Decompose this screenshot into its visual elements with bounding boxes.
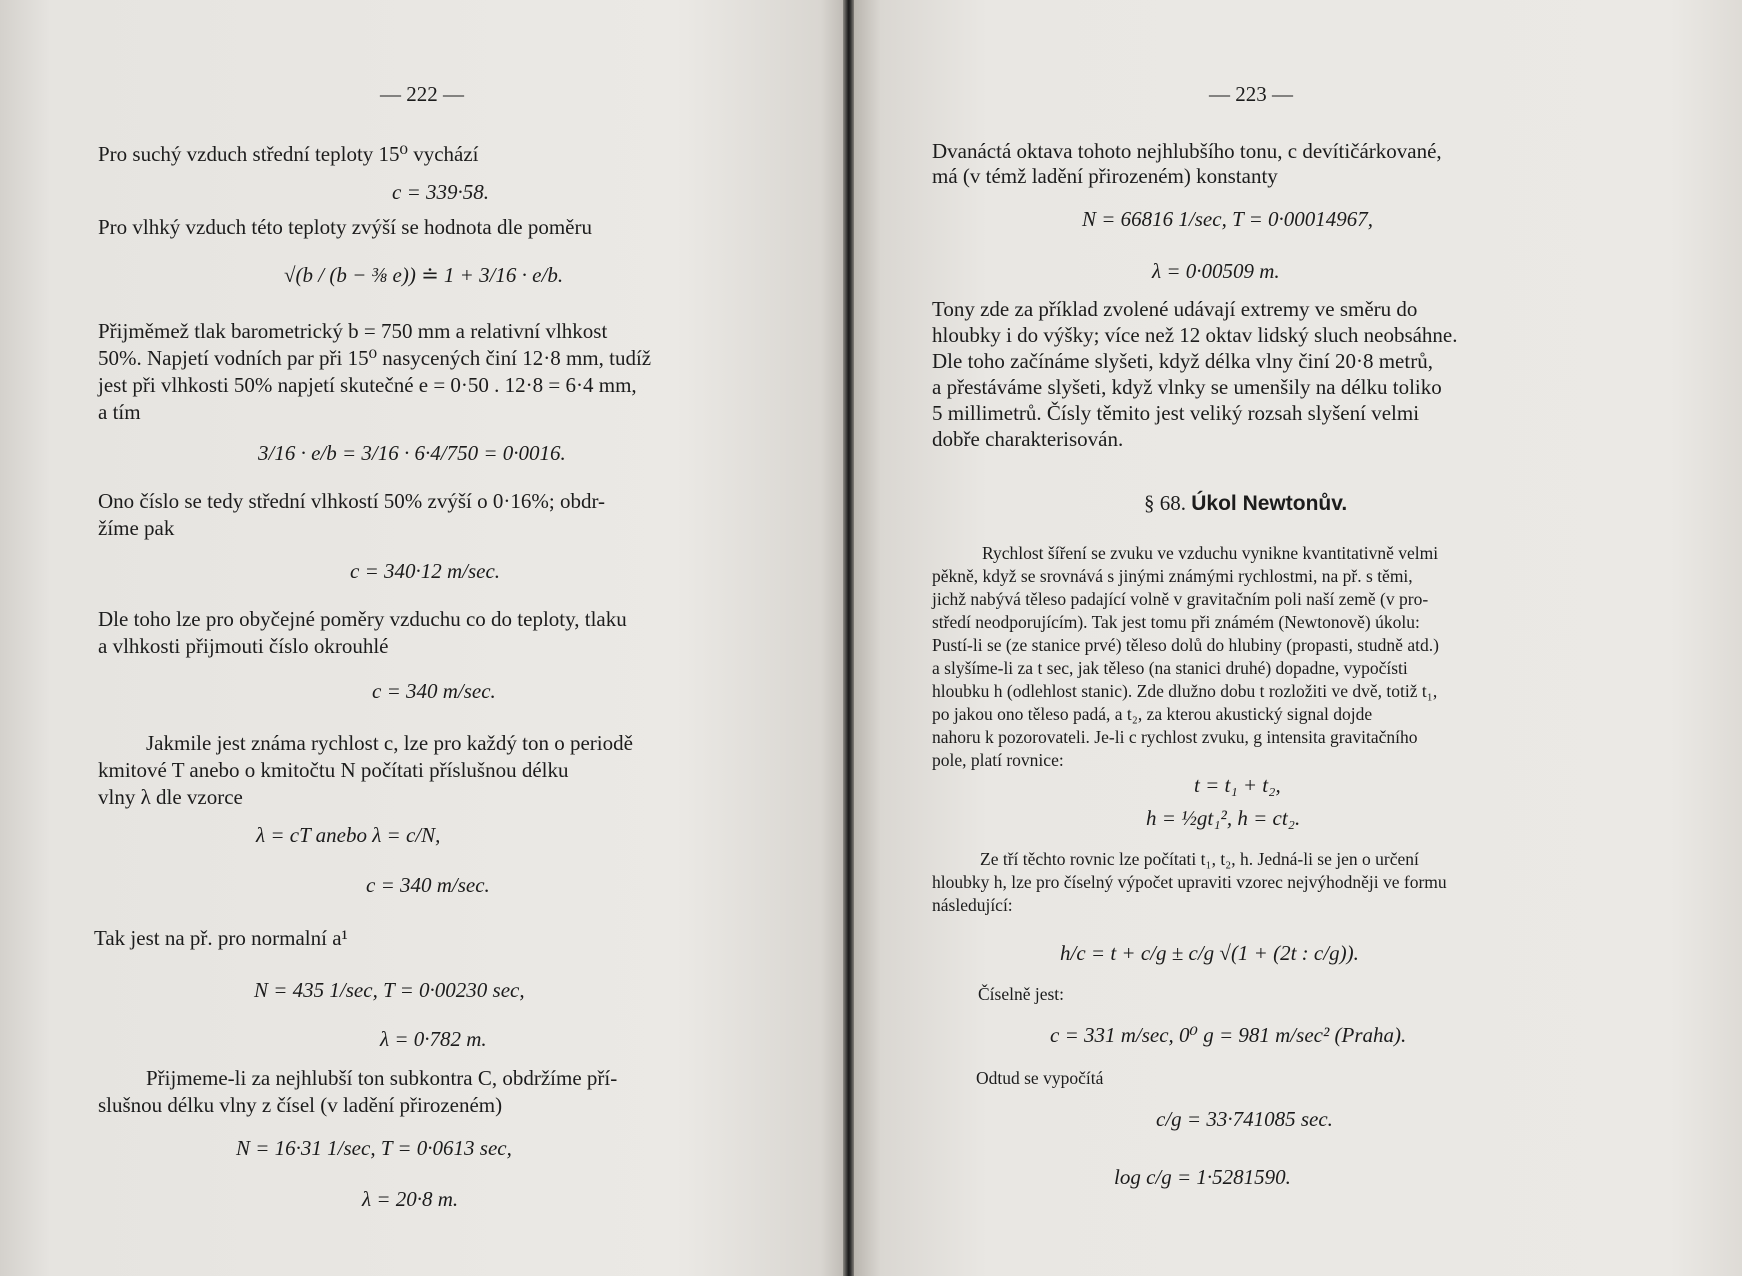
equation: λ = 0·00509 m. (1152, 259, 1280, 283)
equation: c = 340·12 m/sec. (350, 559, 501, 583)
equation: h = ½gt₁², h = ct₂. (1146, 806, 1301, 830)
left-page (0, 0, 846, 1276)
paragraph-line: jest při vlhkosti 50% napjetí skutečné e = 0·50 . 12·8 = 6·4 mm, (98, 373, 637, 397)
paragraph-line: pěkně, když se srovnává s jinými známými rychlostmi, na př. s těmi, (932, 566, 1413, 586)
section-heading (1144, 490, 1347, 517)
equation: log c/g = 1·5281590. (1114, 1165, 1291, 1189)
paragraph-line: hloubku h (odlehlost stanic). Zde dlužno dobu t rozložiti ve dvě, totiž t₁, (932, 681, 1438, 701)
equation: t = t₁ + t₂, (1194, 773, 1281, 797)
section-number: § 68. (1144, 491, 1186, 515)
paragraph-line: Dvanáctá oktava tohoto nejhlubšího tonu, c devítičárkované, (932, 139, 1442, 163)
equation: √(b / (b − ⅜ e)) ≐ 1 + 3/16 · e/b. (284, 263, 564, 287)
equation: N = 66816 1/sec, T = 0·00014967, (1082, 207, 1374, 231)
paragraph: Tak jest na př. pro normalní a¹ (94, 926, 348, 950)
section-title: Úkol Newtonův. (1191, 492, 1348, 515)
equation: h/c = t + c/g ± c/g √(1 + (2t : c/g)). (1060, 941, 1359, 965)
paragraph-line: kmitové T anebo o kmitočtu N počítati příslušnou délku (98, 758, 569, 782)
paragraph-line: vlny λ dle vzorce (98, 785, 243, 809)
page-number-right: — 223 — (1209, 82, 1293, 106)
paragraph-line: hloubky h, lze pro číselný výpočet upraviti vzorec nejvýhodněji ve formu (932, 872, 1447, 892)
paragraph-line: 5 millimetrů. Čísly těmito jest veliký rozsah slyšení velmi (932, 401, 1420, 425)
paragraph-line: nahoru k pozorovateli. Je-li c rychlost zvuku, g intensita gravitačního (932, 727, 1418, 747)
paragraph-line: a slyšíme-li za t sec, jak těleso (na stanici druhé) dopadne, vypočísti (932, 658, 1408, 678)
page-number-left: — 222 — (380, 82, 464, 106)
paragraph-line: Pustí-li se (ze stanice prvé) těleso dolů do hlubiny (propasti, studně atd.) (932, 635, 1439, 655)
paragraph-line: dobře charakterisován. (932, 427, 1124, 451)
equation: c/g = 33·741085 sec. (1156, 1107, 1333, 1131)
paragraph: Odtud se vypočítá (976, 1068, 1104, 1088)
equation: c = 331 m/sec, 0⁰ g = 981 m/sec² (Praha). (1050, 1023, 1407, 1047)
equation: 3/16 · e/b = 3/16 · 6·4/750 = 0·0016. (258, 441, 566, 465)
paragraph: Pro suchý vzduch střední teploty 15⁰ vychází (98, 142, 479, 166)
paragraph-line: má (v témž ladění přirozeném) konstanty (932, 164, 1278, 188)
paragraph-line: Přijměmež tlak barometrický b = 750 mm a relativní vlhkost (98, 319, 608, 343)
equation: λ = 20·8 m. (362, 1187, 459, 1211)
paragraph: Pro vlhký vzduch této teploty zvýší se hodnota dle poměru (98, 215, 592, 239)
paragraph-line: Tony zde za příklad zvolené udávají extremy ve směru do (932, 297, 1418, 321)
paragraph-line: Ono číslo se tedy střední vlhkostí 50% zvýší o 0·16%; obdr- (98, 489, 606, 513)
paragraph-line: středí neodporujícím). Tak jest tomu při známém (Newtonově) úkolu: (932, 612, 1420, 632)
paragraph-line: žíme pak (98, 516, 175, 540)
paragraph-line: Jakmile jest známa rychlost c, lze pro každý ton o periodě (146, 731, 633, 755)
paragraph: Číselně jest: (978, 984, 1065, 1004)
paragraph-line: po jakou ono těleso padá, a t₂, za kterou akustický signal dojde (932, 704, 1373, 724)
paragraph-line: slušnou délku vlny z čísel (v ladění přirozeném) (98, 1093, 503, 1117)
paragraph-line: Dle toho začínáme slyšeti, když délka vlny činí 20·8 metrů, (932, 349, 1433, 373)
paragraph-line: Ze tří těchto rovnic lze počítati t₁, t₂, h. Jedná-li se jen o určení (980, 849, 1419, 869)
equation: c = 340 m/sec. (366, 873, 490, 897)
equation: N = 435 1/sec, T = 0·00230 sec, (254, 978, 525, 1002)
paragraph-line: následující: (932, 895, 1013, 915)
paragraph-line: pole, platí rovnice: (932, 750, 1064, 770)
paragraph-line: jichž nabývá těleso padající volně v gravitačním poli naší země (v pro- (932, 589, 1429, 609)
paragraph-line: Přijmeme-li za nejhlubší ton subkontra C, obdržíme pří- (146, 1066, 618, 1090)
paragraph-line: Rychlost šíření se zvuku ve vzduchu vynikne kvantitativně velmi (982, 543, 1439, 563)
paragraph-line: a vlhkosti přijmouti číslo okrouhlé (98, 634, 389, 658)
equation: c = 339·58. (392, 180, 489, 204)
right-page (854, 0, 1742, 1276)
equation: N = 16·31 1/sec, T = 0·0613 sec, (236, 1136, 512, 1160)
paragraph-line: a přestáváme slyšeti, když vlnky se umenšily na délku toliko (932, 375, 1442, 399)
paragraph-line: hloubky i do výšky; více než 12 oktav lidský sluch neobsáhne. (932, 323, 1458, 347)
paragraph-line: Dle toho lze pro obyčejné poměry vzduchu co do teploty, tlaku (98, 607, 627, 631)
paragraph-line: 50%. Napjetí vodních par při 15⁰ nasycených činí 12·8 mm, tudíž (98, 346, 652, 370)
equation: c = 340 m/sec. (372, 679, 496, 703)
equation: λ = 0·782 m. (380, 1027, 487, 1051)
equation: λ = cT anebo λ = c/N, (256, 823, 441, 847)
paragraph-line: a tím (98, 400, 141, 424)
